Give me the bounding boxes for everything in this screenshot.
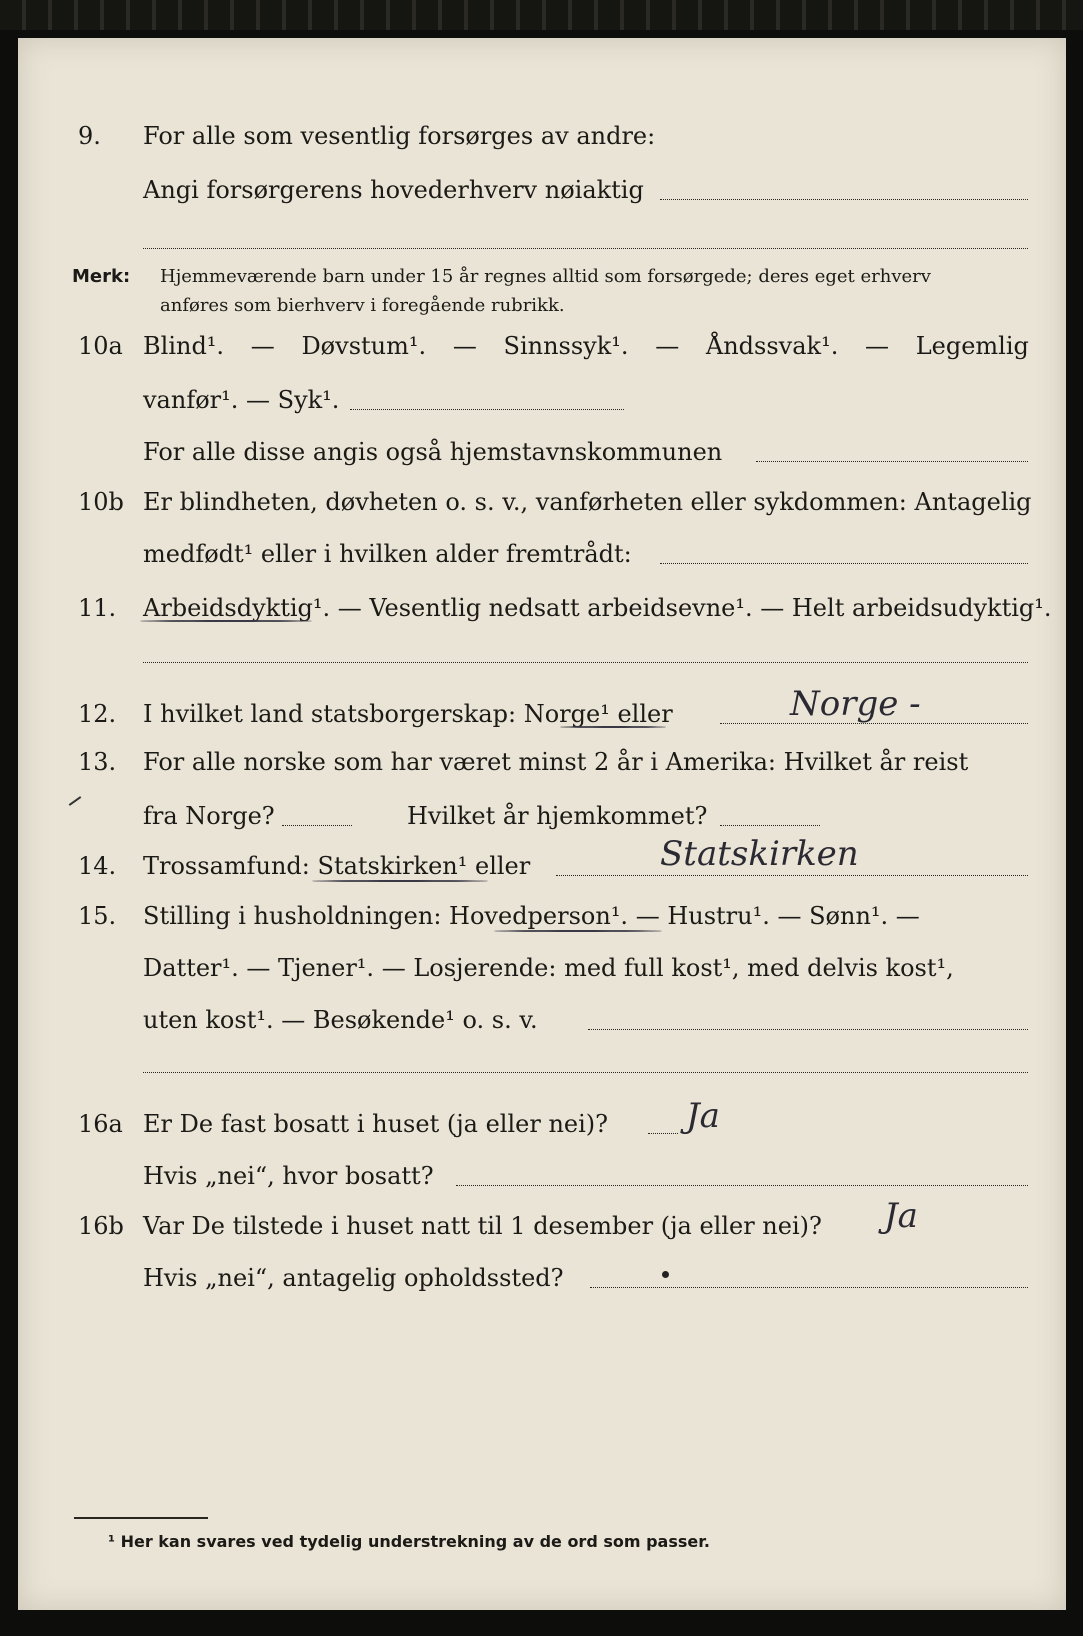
question-text: For alle disse angis også hjemstavnskommunen — [143, 438, 723, 466]
answer-line[interactable] — [556, 875, 1028, 876]
question-10b — [0, 478, 1083, 522]
question-9-line-2 — [0, 166, 1083, 210]
question-10b-line-2 — [0, 530, 1083, 574]
question-text: Var De tilstede i huset natt til 1 desember (ja eller nei)? — [143, 1212, 822, 1240]
handwritten-underline — [140, 620, 312, 622]
separator: — — [655, 332, 680, 360]
scan-top-edge — [0, 0, 1083, 30]
question-16a-line-2 — [0, 1152, 1083, 1196]
question-text: Er De fast bosatt i huset (ja eller nei)? — [143, 1110, 609, 1138]
answer-line[interactable] — [350, 409, 624, 410]
answer-line[interactable] — [143, 1072, 1028, 1073]
question-text: Er blindheten, døvheten o. s. v., vanførheten eller sykdommen: Antagelig — [143, 488, 1032, 516]
question-text — [143, 332, 1029, 360]
answer-line[interactable] — [143, 662, 1028, 663]
question-text: For alle norske som har været minst 2 år i Amerika: Hvilket år reist — [143, 748, 969, 776]
answer-line[interactable] — [590, 1287, 1028, 1288]
answer-line[interactable] — [720, 825, 820, 826]
question-text: Stilling i husholdningen: Hovedperson¹. — Hustru¹. — Sønn¹. — — [143, 902, 920, 930]
question-number: 10b — [78, 488, 124, 516]
separator: — — [865, 332, 890, 360]
note-label: Merk: — [72, 266, 131, 287]
answer-line[interactable] — [756, 461, 1028, 462]
question-text: fra Norge? — [143, 802, 275, 830]
question-number: 16b — [78, 1212, 124, 1240]
question-number: 9. — [78, 122, 101, 150]
question-text: Hvis „nei“, antagelig opholdssted? — [143, 1264, 564, 1292]
question-text: Hvilket år hjemkommet? — [407, 802, 708, 830]
handwritten-answer-religion: Statskirken — [660, 834, 859, 874]
option-sinnssyk: Sinnssyk¹. — [503, 332, 629, 360]
question-text: For alle som vesentlig forsørges av andre: — [143, 122, 656, 150]
answer-line[interactable] — [588, 1029, 1028, 1030]
question-13-line-2 — [0, 792, 1083, 836]
answer-line[interactable] — [282, 825, 352, 826]
question-text: Arbeidsdyktig¹. — Vesentlig nedsatt arbeidsevne¹. — Helt arbeidsudyktig¹. — [143, 594, 1052, 622]
handwritten-underline — [312, 880, 488, 882]
separator: — — [250, 332, 275, 360]
question-text: I hvilket land statsborgerskap: Norge¹ eller — [143, 700, 673, 728]
answer-line[interactable] — [456, 1185, 1028, 1186]
question-text: Hvis „nei“, hvor bosatt? — [143, 1162, 434, 1190]
handwritten-answer-present: Ja — [884, 1196, 918, 1236]
question-15-line-2 — [0, 944, 1083, 988]
option-andssvak: Åndssvak¹. — [705, 332, 839, 360]
option-blind: Blind¹. — [143, 332, 225, 360]
footnote-rule — [74, 1517, 208, 1519]
note-text: Hjemmeværende barn under 15 år regnes alltid som forsørgede; deres eget erhverv — [160, 266, 931, 287]
answer-line[interactable] — [648, 1133, 678, 1134]
option-legemlig: Legemlig — [915, 332, 1029, 360]
question-number: 12. — [78, 700, 117, 728]
question-number: 14. — [78, 852, 117, 880]
question-number: 11. — [78, 594, 117, 622]
question-15-line-3 — [0, 996, 1083, 1040]
question-text: vanfør¹. — Syk¹. — [143, 386, 340, 414]
option-dovstum: Døvstum¹. — [301, 332, 427, 360]
handwritten-answer-resident: Ja — [686, 1096, 720, 1136]
question-text: uten kost¹. — Besøkende¹ o. s. v. — [143, 1006, 538, 1034]
question-text: Trossamfund: Statskirken¹ eller — [143, 852, 531, 880]
note-text: anføres som bierhverv i foregående rubrikk. — [160, 295, 565, 316]
question-number: 10a — [78, 332, 123, 360]
question-9 — [0, 112, 1083, 156]
footnote: ¹ Her kan svares ved tydelig understrekning av de ord som passer. — [108, 1532, 710, 1551]
question-text: medfødt¹ eller i hvilken alder fremtrådt: — [143, 540, 632, 568]
question-10a-line-2 — [0, 376, 1083, 420]
question-16b-line-2 — [0, 1254, 1083, 1298]
answer-line[interactable] — [660, 563, 1028, 564]
question-16b — [0, 1202, 1083, 1246]
separator: — — [452, 332, 477, 360]
answer-line[interactable] — [660, 199, 1028, 200]
handwritten-underline — [560, 726, 666, 728]
handwritten-answer-citizenship: Norge - — [790, 684, 921, 724]
question-number: 13. — [78, 748, 117, 776]
question-number: 16a — [78, 1110, 123, 1138]
handwritten-underline — [494, 930, 662, 932]
ink-dot — [662, 1271, 669, 1278]
question-10a — [0, 322, 1083, 366]
question-10a-line-3 — [0, 428, 1083, 472]
question-text: Angi forsørgerens hovederhverv nøiaktig — [143, 176, 644, 204]
question-number: 15. — [78, 902, 117, 930]
question-13 — [0, 738, 1083, 782]
question-14 — [0, 842, 1083, 886]
question-16a — [0, 1100, 1083, 1144]
answer-line[interactable] — [143, 248, 1028, 249]
question-text: Datter¹. — Tjener¹. — Losjerende: med full kost¹, med delvis kost¹, — [143, 954, 954, 982]
